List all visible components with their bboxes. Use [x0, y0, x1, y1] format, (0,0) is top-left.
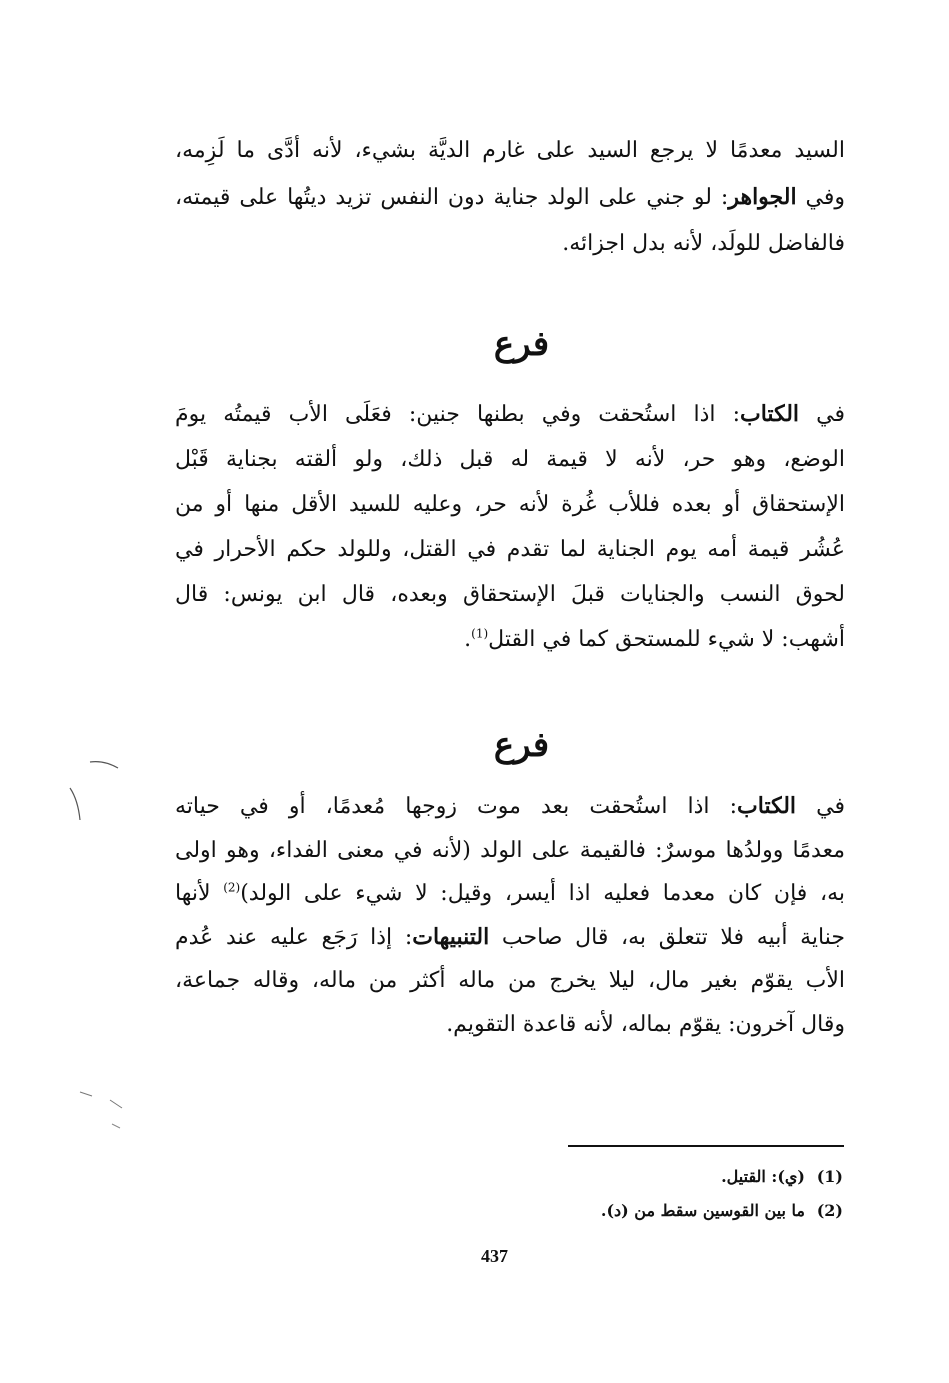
source-term-jawahir: الجواهر	[728, 184, 797, 210]
section-1-line-6-end: .	[464, 627, 472, 652]
section-1-line-4: عُشُر قيمة أمه يوم الجناية لما تقدم في القتل، وللولد حكم الأحرار في	[175, 537, 845, 562]
footnote-2	[343, 1194, 843, 1228]
section-1-line-2: الوضع، وهو حر، لأنه لا قيمة له قبل ذلك، ولو ألقته بجناية قَبْل	[175, 447, 845, 472]
section-1-line-3: الإستحقاق أو بعده فللأب غُرة لأنه حر، وعليه للسيد الأقل منها أو من	[175, 492, 845, 517]
footnote-2-number: (2)	[816, 1201, 843, 1220]
section-1-line-1	[175, 392, 845, 437]
intro-line-2-lead: وفي	[796, 185, 845, 210]
footnote-1	[343, 1160, 843, 1194]
section-1-line-1-lead: في	[799, 402, 845, 427]
intro-line-2	[175, 174, 845, 221]
section-2-paragraph	[175, 785, 845, 1046]
section-1-line-6-text: أشهب: لا شيء للمستحق كما في القتل	[488, 627, 845, 652]
section-2-line-1-lead: في	[796, 794, 845, 819]
section-2-line-3-text: به، فإن كان معدما فعليه اذا أيسر، وقيل: لا شيء على الولد)	[240, 881, 845, 906]
section-heading-1: فرع	[493, 324, 550, 364]
intro-line-2-rest: : لو جني على الولد جناية دون النفس تزيد ديتُها على قيمته،	[175, 185, 729, 210]
section-2-line-2: معدمًا وولدُها موسرٌ: فالقيمة على الولد (لأنه في معنى الفداء، وهو اولى	[175, 837, 845, 863]
section-2-line-5: الأب يقوّم بغير مال، ليلا يخرج من ماله أكثر من ماله، وقاله جماعة،	[175, 968, 845, 993]
footnote-1-number: (1)	[816, 1167, 843, 1186]
section-1-line-1-rest: : اذا استُحقت وفي بطنها جنين: فعَلَى الأب قيمتُه يومَ	[175, 402, 741, 427]
footnote-ref-1: (1)	[471, 626, 489, 641]
footnote-1-text: (ي): القتيل.	[721, 1167, 805, 1186]
section-1-line-6	[175, 617, 845, 662]
intro-line-1: السيد معدمًا لا يرجع السيد على غارم الديَّة بشيء، لأنه أدَّى ما لَزِمه،	[175, 138, 845, 163]
section-2-line-3	[175, 872, 845, 916]
footnote-2-text: ما بين القوسين سقط من (د).	[600, 1201, 805, 1220]
section-2-line-6: وقال آخرون: يقوّم بماله، لأنه قاعدة التقويم.	[446, 1011, 845, 1037]
intro-paragraph	[175, 128, 845, 267]
footnotes	[343, 1160, 843, 1228]
section-2-line-1	[175, 785, 845, 829]
scan-artifact-marks	[0, 740, 140, 1360]
page-number: 437	[481, 1246, 508, 1266]
section-2-line-1-rest: : اذا استُحقت بعد موت زوجها مُعدمًا، أو في حياته	[175, 794, 738, 819]
section-2-line-4	[175, 916, 845, 960]
source-term-tanbihat: التنبيهات	[412, 923, 490, 950]
source-term-kitab-2: الكتاب	[737, 793, 797, 819]
footnote-ref-2: (2)	[223, 880, 241, 895]
section-heading-2: فرع	[493, 725, 550, 765]
section-1-line-5: لحوق النسب والجنايات قبلَ الإستحقاق وبعده، قال ابن يونس: قال	[175, 582, 845, 607]
footnote-separator	[568, 1145, 844, 1147]
section-2-line-3-tail: لأنها	[175, 881, 211, 906]
source-term-kitab-1: الكتاب	[740, 401, 800, 427]
intro-line-3: فالفاضل للولَد، لأنه بدل اجزائه.	[562, 231, 845, 256]
section-1-paragraph	[175, 392, 845, 662]
section-2-line-4-rest: : إذا رَجَع عليه عند عُدم	[175, 924, 413, 950]
section-2-line-4-lead: جناية أبيه فلا تتعلق به، قال صاحب	[489, 924, 845, 950]
